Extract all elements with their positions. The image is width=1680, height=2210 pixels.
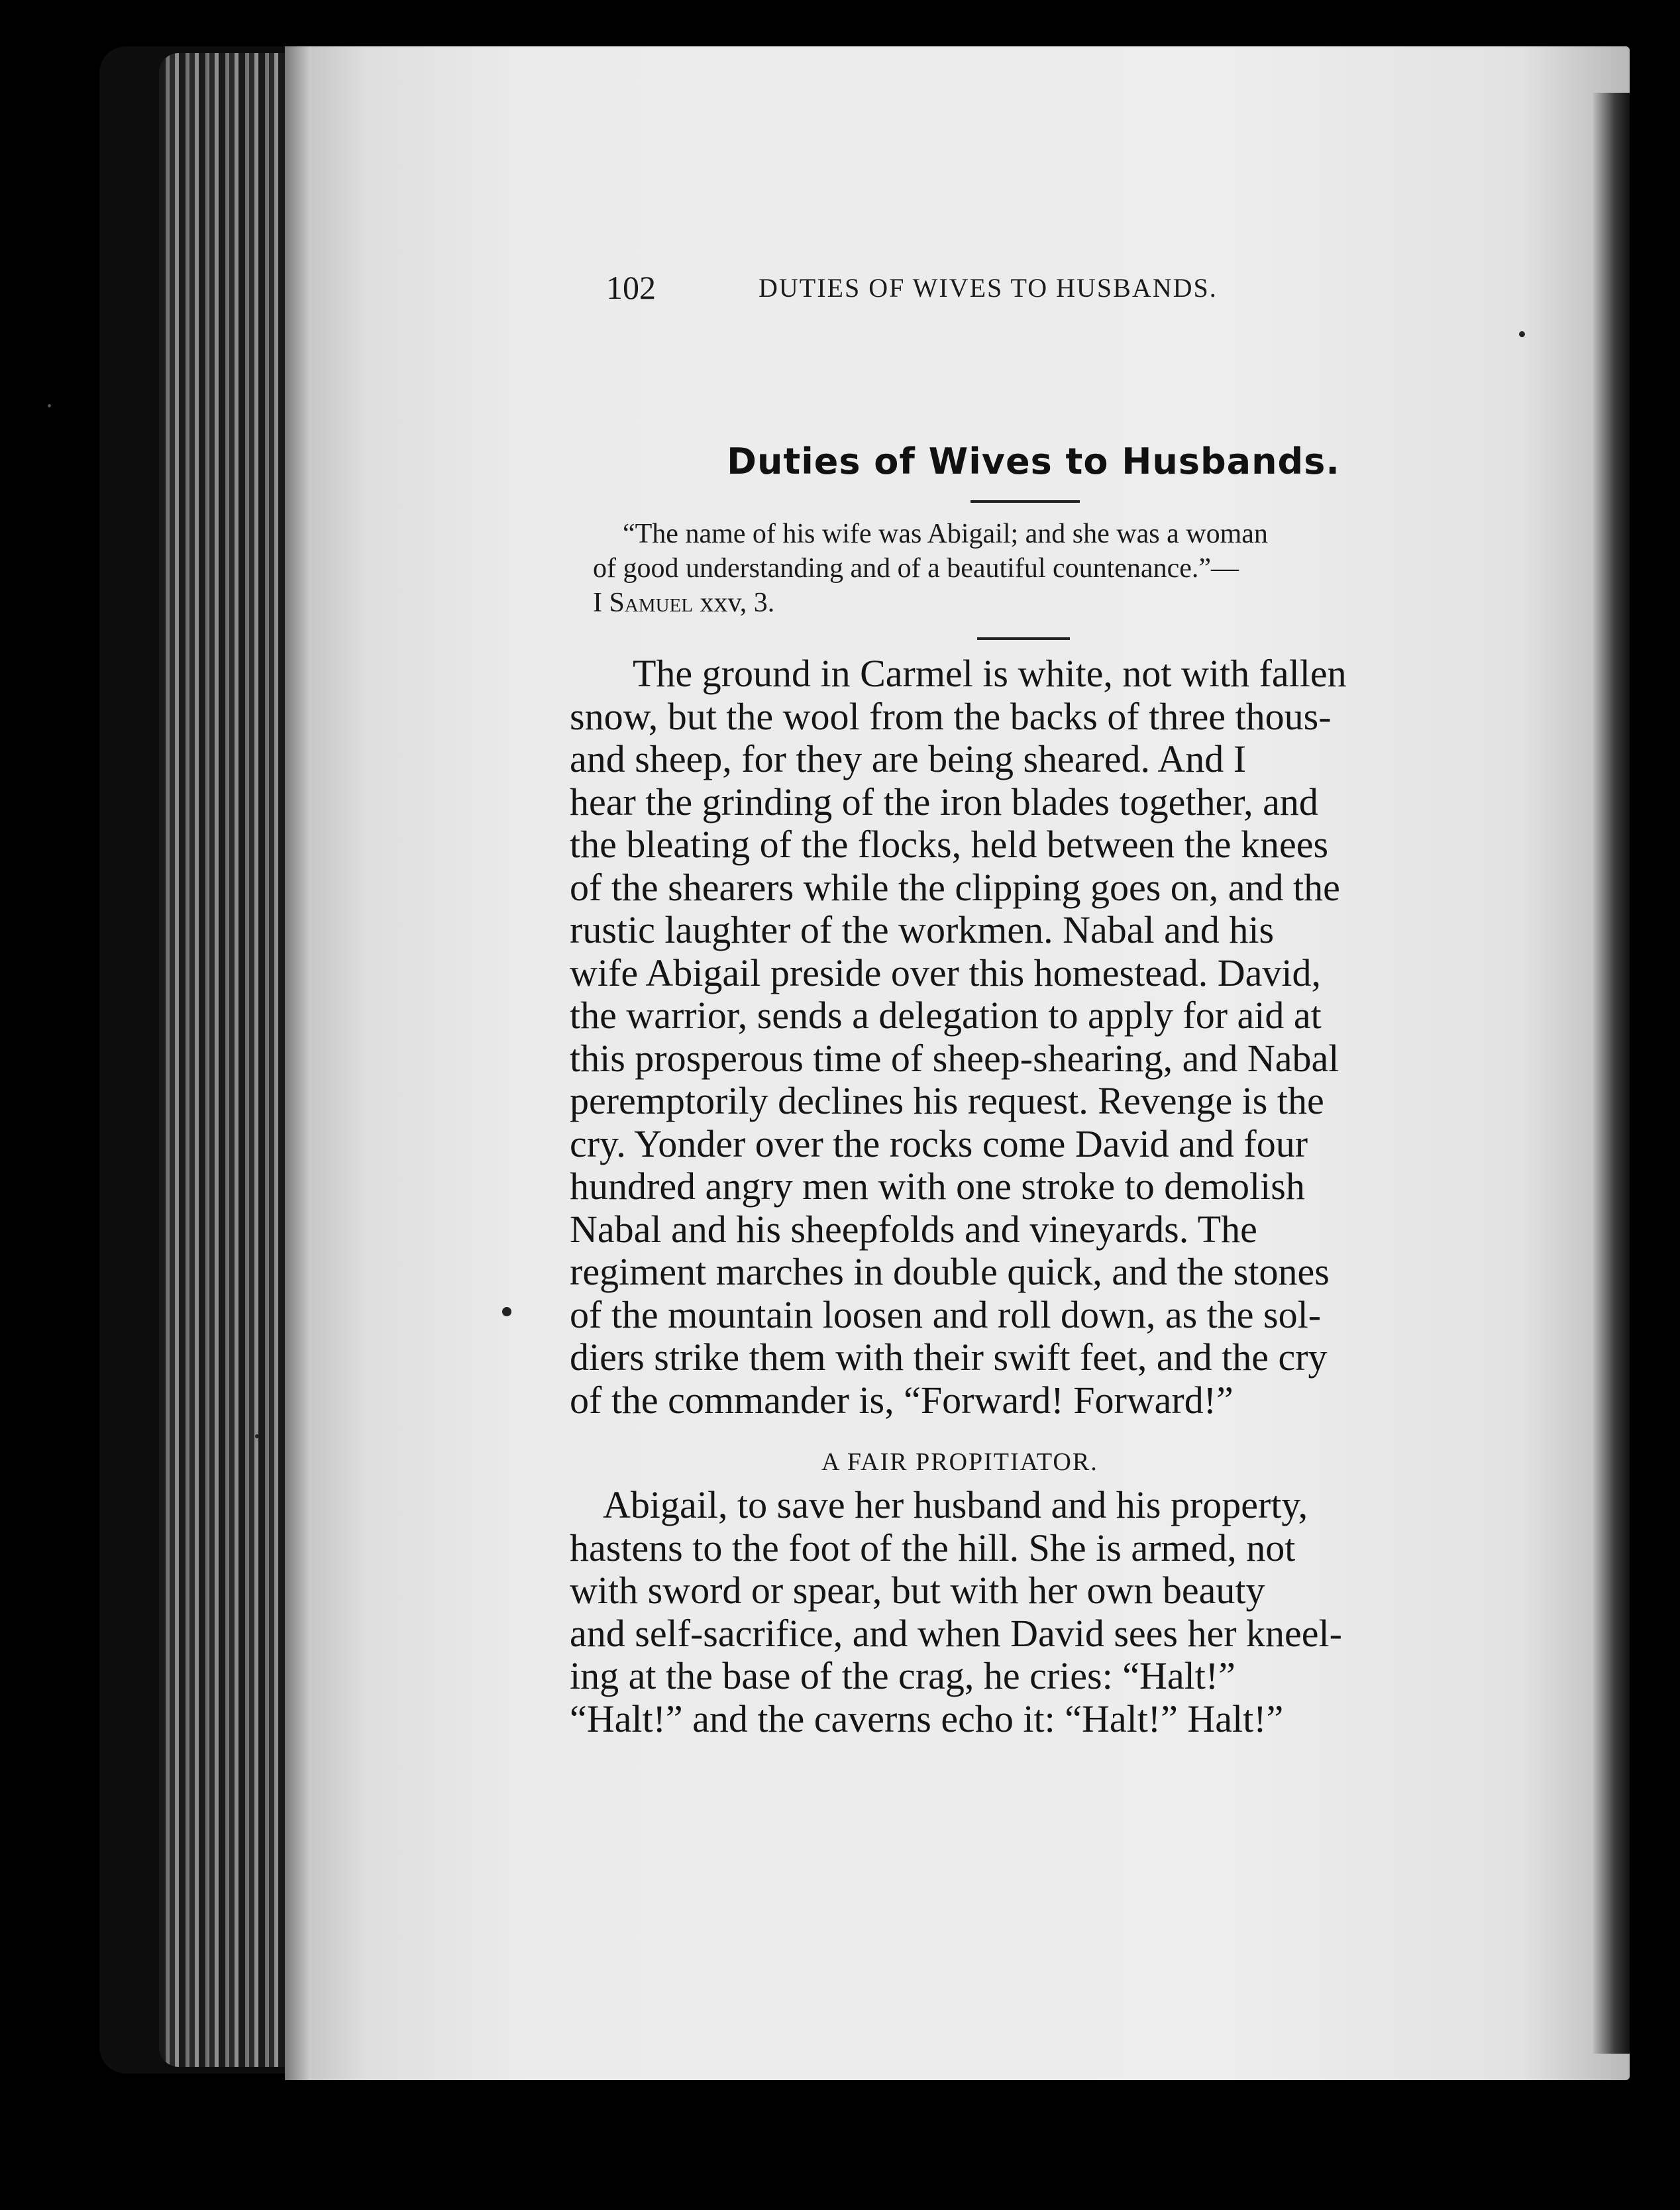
ink-speck	[502, 1307, 511, 1316]
text-line: snow, but the wool from the backs of three thous-	[570, 694, 1332, 738]
text-line: regiment marches in double quick, and the stones	[570, 1250, 1330, 1293]
paragraph-2	[570, 1484, 1444, 1740]
ink-speck	[48, 404, 51, 407]
text-line: and sheep, for they are being sheared. And I	[570, 737, 1247, 780]
running-head: DUTIES OF WIVES TO HUSBANDS.	[759, 273, 1218, 303]
epigraph-line: of good understanding and of a beautiful countenance.”—	[593, 553, 1239, 584]
text-line: peremptorily declines his request. Revenge is the	[570, 1079, 1324, 1122]
text-line: Nabal and his sheepfolds and vineyards. The	[570, 1207, 1257, 1251]
text-line: hastens to the foot of the hill. She is armed, not	[570, 1526, 1296, 1569]
text-line: hundred angry men with one stroke to demolish	[570, 1165, 1305, 1208]
text-line: of the commander is, “Forward! Forward!”	[570, 1378, 1234, 1422]
text-line: cry. Yonder over the rocks come David and four	[570, 1122, 1308, 1165]
epigraph-line: “The name of his wife was Abigail; and she was a woman	[623, 519, 1268, 549]
ink-speck	[255, 1434, 259, 1438]
text-line: The ground in Carmel is white, not with fallen	[633, 652, 1347, 695]
text-line: of the mountain loosen and roll down, as the sol-	[570, 1292, 1322, 1336]
paragraph-1	[570, 653, 1444, 1422]
epigraph-rule	[977, 637, 1070, 640]
epigraph	[593, 517, 1447, 620]
text-line: ing at the base of the crag, he cries: “Halt!”	[570, 1654, 1235, 1697]
text-line: this prosperous time of sheep-shearing, and Nabal	[570, 1036, 1339, 1080]
section-heading: A FAIR PROPITIATOR.	[821, 1448, 1098, 1476]
text-line: the bleating of the flocks, held between the knees	[570, 823, 1329, 866]
title-rule	[971, 500, 1080, 503]
text-line: rustic laughter of the workmen. Nabal and his	[570, 908, 1275, 951]
ink-speck	[1519, 331, 1525, 337]
text-line: “Halt!” and the caverns echo it: “Halt!” Halt!”	[570, 1697, 1284, 1740]
text-line: Abigail, to save her husband and his property,	[603, 1483, 1308, 1526]
page-number: 102	[606, 269, 656, 306]
text-line: with sword or spear, but with her own beauty	[570, 1569, 1265, 1612]
page-header	[606, 268, 1308, 315]
epigraph-citation: I Samuel xxv, 3.	[593, 588, 775, 618]
right-page-shadow	[1593, 93, 1630, 2054]
text-line: diers strike them with their swift feet, and the cry	[570, 1336, 1328, 1379]
page-gutter-shadow	[285, 46, 311, 2080]
text-line: of the shearers while the clipping goes on, and the	[570, 865, 1340, 909]
text-line: hear the grinding of the iron blades together, and	[570, 780, 1318, 823]
text-line: the warrior, sends a delegation to apply for aid at	[570, 994, 1322, 1037]
chapter-title: Duties of Wives to Husbands.	[727, 441, 1340, 482]
text-line: and self-sacrifice, and when David sees her kneel-	[570, 1611, 1342, 1655]
text-line: wife Abigail preside over this homestead. David,	[570, 951, 1321, 994]
